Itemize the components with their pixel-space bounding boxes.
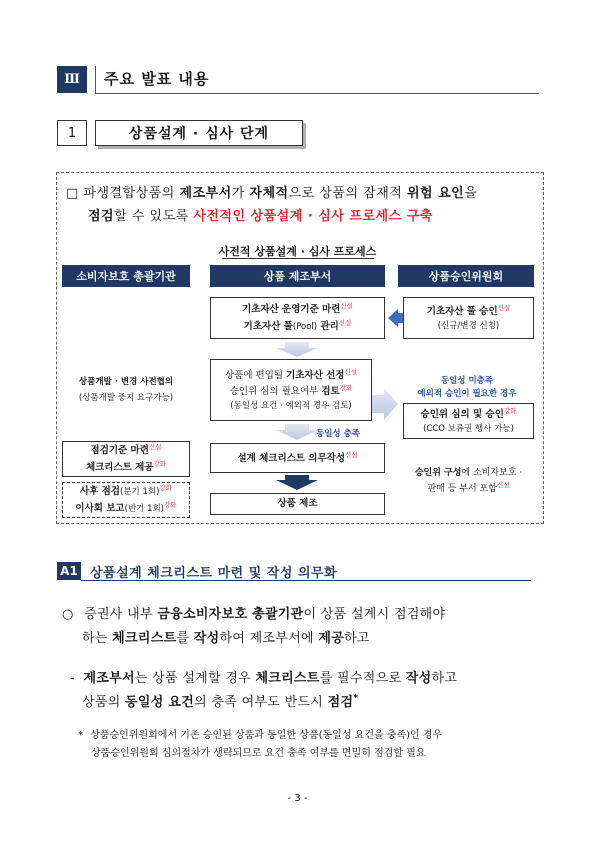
manufacturing-box-production: 상품 제조 xyxy=(210,493,385,515)
right-note-identity-unmet: 동일성 미충족 xyxy=(440,376,494,386)
left-note-consultation-detail: (상품개발 중지 요구가능) xyxy=(78,393,174,403)
subsection-number: 1 xyxy=(57,120,87,146)
right-note-exception: 예외적 승인이 필요한 경우 xyxy=(417,389,517,399)
left-box-post-inspection: 사후 점검(분기 1회)$^{강화}$ 이사회 보고(반기 1회)$^{강화}$ xyxy=(62,482,190,518)
subsection-title: 상품설계 · 심사 단계 xyxy=(95,120,303,146)
down-arrow-3 xyxy=(276,475,318,490)
column-header-approval-committee: 상품승인위원회 xyxy=(398,265,534,287)
right-arrow xyxy=(372,388,398,420)
right-note-committee-composition: 승인위 구성에 소비자보호 · 판매 등 부서 포함$^{신설}$ xyxy=(414,468,523,495)
identity-satisfied-label: 동일성 충족 xyxy=(316,429,361,439)
body-paragraph-2-line-2: 상품의 동일성 요건의 충족 여부도 반드시 점검* xyxy=(82,693,359,710)
square-bullet: □ xyxy=(66,186,79,201)
page-number: - 3 - xyxy=(287,793,308,804)
body-paragraph-2-line-1: - 제조부서는 상품 설계할 경우 체크리스트를 필수적으로 작성하고 xyxy=(70,671,458,686)
left-box-checklist-standard: 점검기준 마련$^{신설}$ 체크리스트 제공$^{강화}$ xyxy=(62,441,190,477)
circle-bullet: ○ xyxy=(62,607,74,622)
left-arrow xyxy=(388,309,403,327)
column-header-manufacturing: 상품 제조부서 xyxy=(210,265,385,287)
manufacturing-box-checklist: 설계 체크리스트 의무작성$^{신설}$ xyxy=(210,443,385,473)
down-arrow-2 xyxy=(276,424,318,440)
a1-title: 상품설계 체크리스트 마련 및 작성 의무화 xyxy=(90,566,338,581)
manufacturing-box-asset-selection: 상품에 편입될 기초자산 선정$^{신설}$ 승인위 심의 필요여부 검토$^{강화}$ (동일성 요건 · 예외적 경우 검토) xyxy=(210,359,372,421)
section-title: 주요 발표 내용 xyxy=(104,70,210,88)
down-arrow-1 xyxy=(276,342,318,357)
a1-underline xyxy=(81,580,531,581)
right-box-asset-pool-approval: 기초자산 풀 승인$^{신설}$ (신규/변경 신청) xyxy=(403,297,534,339)
left-note-consultation: 상품개발 · 변경 사전협의 xyxy=(78,377,174,387)
intro-line-2: 점검할 수 있도록 사전적인 상품설계 · 심사 프로세스 구축 xyxy=(88,209,433,224)
body-paragraph-1-line-1: ○ 증권사 내부 금융소비자보호 총괄기관이 상품 설계시 점검해야 xyxy=(62,607,446,622)
footnote-line-1: * 상품승인위원회에서 기존 승인된 상품과 동일한 상품(동일성 요건을 충족)인 경우 xyxy=(78,730,443,741)
manufacturing-box-asset-standard: 기초자산 운영기준 마련$^{신설}$ 기초자산 풀(Pool) 관리$^{신설}$ xyxy=(210,297,385,339)
column-header-consumer-protection: 소비자보호 총괄기관 xyxy=(62,265,190,287)
a1-label: A1 xyxy=(57,562,81,580)
section-number: Ⅲ xyxy=(57,66,87,93)
footnote-line-2: 상품승인위원회 심의절차가 생략되므로 요건 충족 여부를 면밀히 점검할 필요 xyxy=(91,748,426,759)
diagram-title: 사전적 상품설계 · 심사 프로세스 xyxy=(218,245,377,258)
body-paragraph-1-line-2: 하는 체크리스트를 작성하여 제조부서에 제공하고 xyxy=(82,631,370,646)
intro-line-1: □ 파생결합상품의 제조부서가 자체적으로 상품의 잠재적 위험 요인을 xyxy=(66,186,478,201)
right-box-committee-review: 승인위 심의 및 승인$^{강화}$ (CCO 보류권 행사 가능) xyxy=(403,403,534,439)
